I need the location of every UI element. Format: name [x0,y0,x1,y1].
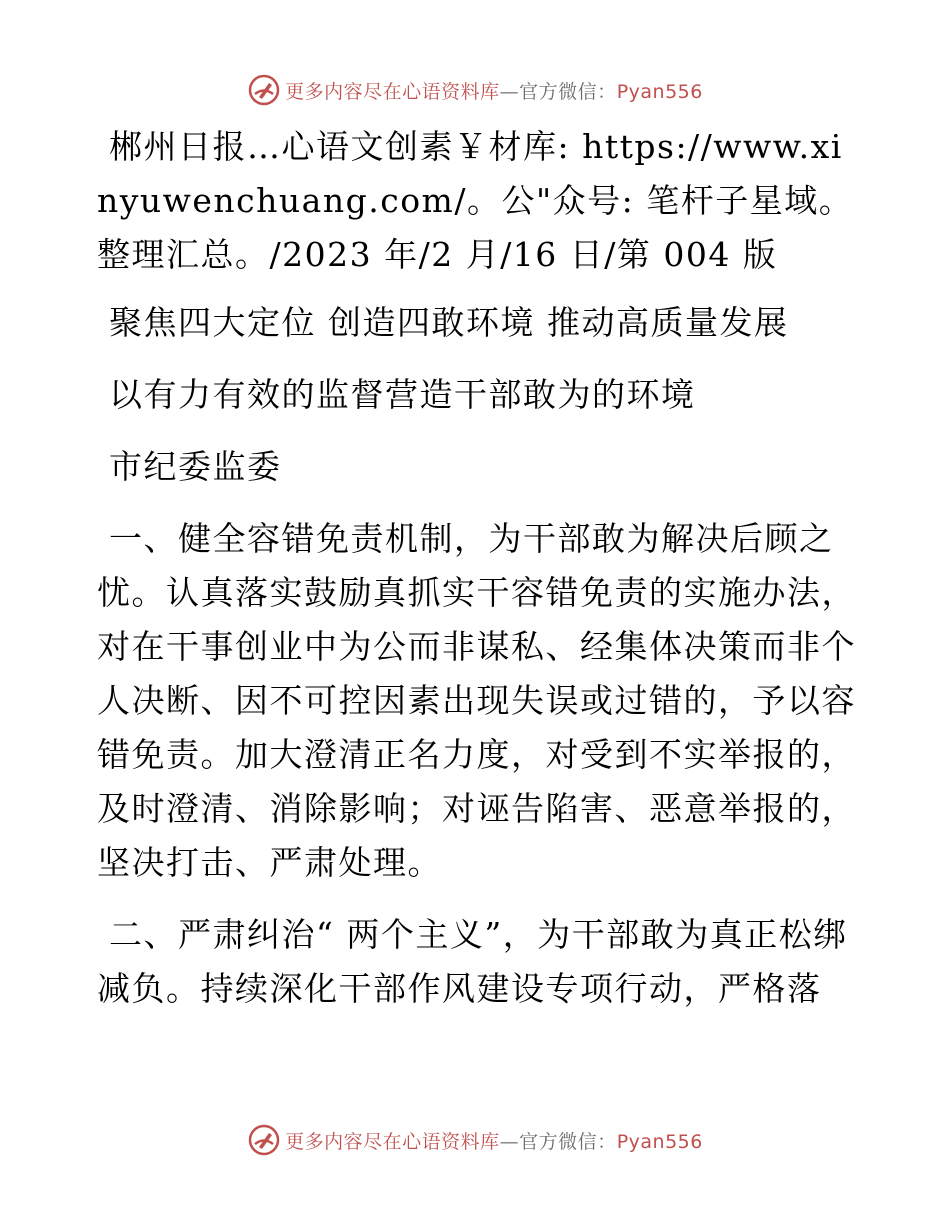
author-line: 市纪委监委 [109,447,282,486]
book-pen-logo-icon [247,1123,281,1157]
banner-text: 更多内容尽在心语资料库—官方微信：Pyan556 [285,1130,703,1153]
header-banner [0,70,950,110]
footer-banner [0,1120,950,1160]
paragraph-2: 二、严肃纠治“ 两个主义”，为干部敢为真正松绑减负。持续深化干部作风建设专项行动，严格落 [97,915,848,1008]
book-pen-logo-icon [247,73,281,107]
paragraph-1: 一、健全容错免责机制，为干部敢为解决后顾之忧。认真落实鼓励真抓实干容错免责的实施办法，对在干事创业中为公而非谋私、经集体决策而非个人决断、因不可控因素出现失误或过错的，予以容错免责。加大澄清正名力度，对受到不实举报的，及时澄清、消除影响；对诬告陷害、恶意举报的，坚决打击、严肃处理。 [97,519,856,882]
series-title: 聚焦四大定位 创造四敢环境 推动高质量发展 [109,303,789,342]
banner-text: 更多内容尽在心语资料库—官方微信：Pyan556 [285,80,703,103]
document-body [97,120,857,1016]
source-line: 郴州日报…心语文创素￥材库: https://www.xinyuwenchuang.com/。公"众号: 笔杆子星域。整理汇总。/2023 年/2 月/16 日/第 004 版 [97,127,854,274]
article-title: 以有力有效的监督营造干部敢为的环境 [109,375,696,414]
